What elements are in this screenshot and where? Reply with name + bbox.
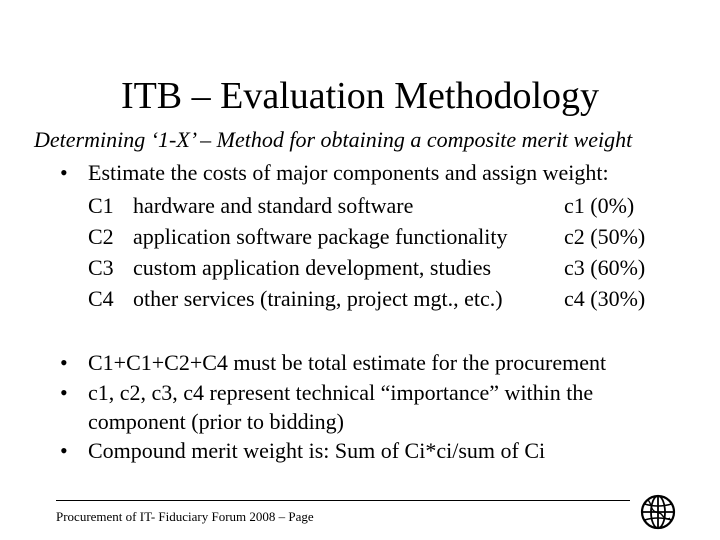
component-description: custom application development, studies: [133, 255, 492, 280]
component-code: C3: [88, 255, 114, 280]
intro-bullet-text: Estimate the costs of major components and assign weight:: [88, 160, 609, 185]
bullet-text: c1, c2, c3, c4 represent technical “importance” within the: [88, 380, 594, 405]
bullet-dot: •: [60, 438, 68, 463]
component-code: C4: [88, 286, 114, 311]
component-weight: c2 (50%): [564, 224, 646, 249]
bullet-dot: •: [60, 160, 68, 185]
component-row-c2: [88, 222, 688, 252]
footer-divider: [56, 500, 630, 501]
bullet-dot: •: [60, 380, 68, 405]
component-code: C1: [88, 193, 114, 218]
slide-subtitle: Determining ‘1-X’ – Method for obtaining a composite merit weight: [34, 127, 633, 152]
component-row-c3: [88, 253, 688, 283]
component-weight: c1 (0%): [564, 193, 635, 218]
footer-text: Procurement of IT- Fiduciary Forum 2008 – Page: [56, 509, 314, 524]
component-description: hardware and standard software: [133, 193, 414, 218]
slide-title: ITB – Evaluation Methodology: [120, 75, 600, 117]
component-row-c4: [88, 284, 688, 314]
bullet-text: Compound merit weight is: Sum of Ci*ci/sum of Ci: [88, 438, 546, 463]
world-bank-globe-icon: [640, 494, 676, 530]
bullet-dot: •: [60, 350, 68, 375]
component-description: application software package functionality: [133, 224, 508, 249]
bullet-text: C1+C1+C2+C4 must be total estimate for the procurement: [88, 350, 607, 375]
component-row-c1: [88, 191, 688, 221]
component-code: C2: [88, 224, 114, 249]
bullet-text-continuation: component (prior to bidding): [88, 409, 345, 434]
component-description: other services (training, project mgt., etc.): [133, 286, 503, 311]
component-weight: c3 (60%): [564, 255, 646, 280]
component-weight: c4 (30%): [564, 286, 646, 311]
